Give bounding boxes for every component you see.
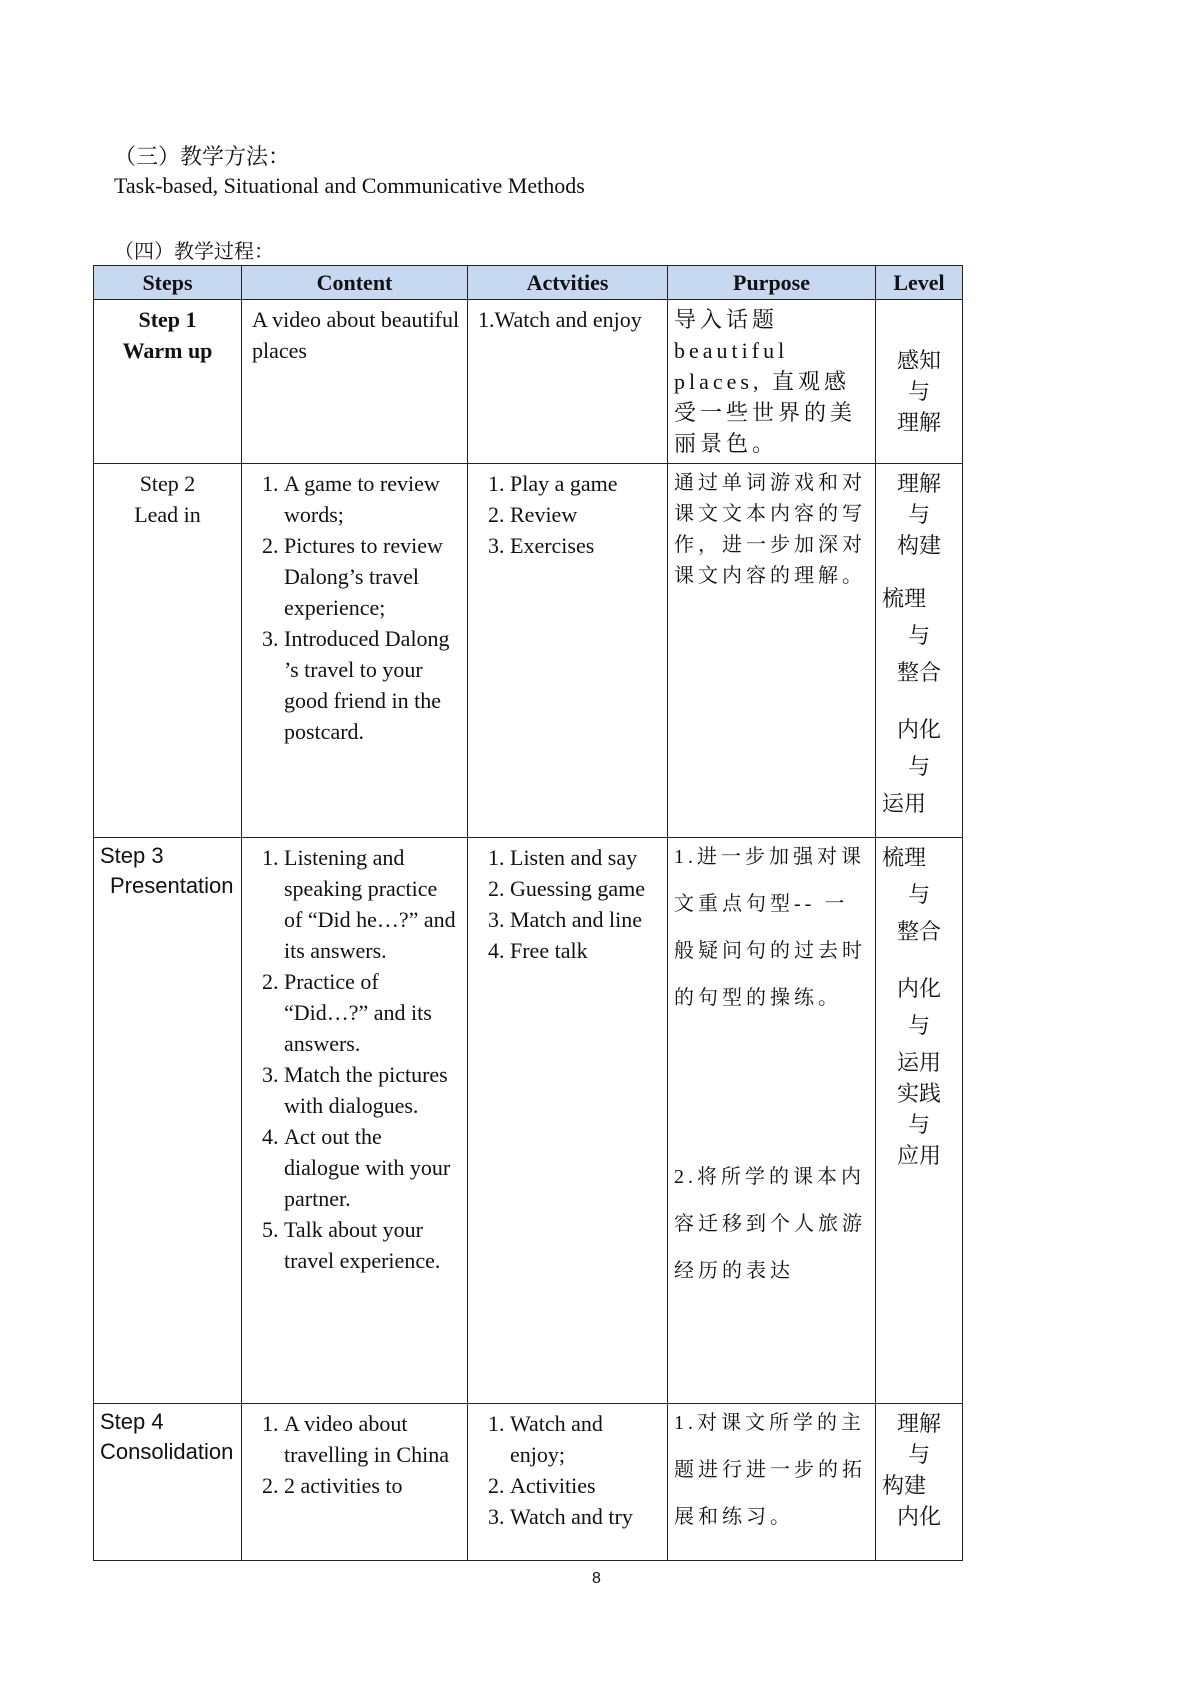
level-line: 与 [907,502,930,527]
level-line: 理解 [896,471,941,496]
level-line: 与 [907,623,930,648]
list-item: 2. 2 activities to [284,1470,461,1501]
step-cell [94,838,242,1404]
level-line: 内化 [896,976,941,1001]
list-item: 2. Practice of “Did…?” and its answers. [284,966,461,1059]
header-level: Level [876,266,963,300]
list-item: 1. A game to review words; [284,468,461,530]
level-line: 梳理 [882,845,927,870]
level-cell [876,464,963,838]
level-line: 与 [907,882,930,907]
teaching-process-table [93,265,963,1561]
list-item: 2. Review [510,499,661,530]
activities-cell [468,464,668,838]
purpose-text: 1.进一步加强对课文重点句型-- 一般疑问句的过去时的句型的操练。 [674,846,866,1009]
step-title: Lead in [134,502,201,527]
list-item: 5. Talk about your travel experience. [284,1214,461,1276]
page-number: 8 [592,1570,601,1587]
list-item: 3. Watch and try [510,1501,661,1532]
level-line: 与 [907,1112,930,1137]
table-row [94,300,963,464]
content-cell [242,464,468,838]
level-line: 感知 [896,348,941,373]
list-item: 4. Free talk [510,935,661,966]
purpose-cell [668,1404,876,1561]
list-item: 1. Listening and speaking practice of “Did he…?” and its answers. [284,842,461,966]
content-list [248,842,461,1276]
list-item: 3. Match and line [510,904,661,935]
level-cell [876,838,963,1404]
step-title: Consolidation [100,1439,234,1464]
list-item: 1. Listen and say [510,842,661,873]
level-line: 整合 [896,660,941,685]
list-item: 2. Guessing game [510,873,661,904]
table-row [94,464,963,838]
teaching-methods-text: Task-based, Situational and Communicative Methods [114,173,585,198]
content-list [248,468,461,747]
level-line: 内化 [896,717,941,742]
list-item: 1. Watch and enjoy; [510,1408,661,1470]
purpose-text: 通过单词游戏和对课文文本内容的写作，进一步加深对课文内容的理解。 [674,472,866,587]
activities-cell [468,1404,668,1561]
level-line: 与 [907,1442,930,1467]
header-content: Content [242,266,468,300]
step-cell [94,464,242,838]
level-line: 梳理 [882,586,927,611]
level-line: 构建 [882,1473,927,1498]
activities-list [474,1408,661,1532]
list-item: 3. Match the pictures with dialogues. [284,1059,461,1121]
level-line: 整合 [896,919,941,944]
content-cell [242,300,468,464]
header-purpose: Purpose [668,266,876,300]
content-cell [242,838,468,1404]
level-line: 运用 [882,791,927,816]
level-line: 应用 [896,1143,941,1168]
header-activities: Actvities [468,266,668,300]
purpose-cell [668,838,876,1404]
activities-cell [468,300,668,464]
purpose-text: 1.对课文所学的主题进行进一步的拓展和练习。 [674,1412,866,1528]
table-header-row [94,266,963,300]
step-title: Warm up [122,338,213,363]
section-4-heading: （四）教学过程： [114,241,274,263]
activities-text: 1.Watch and enjoy [478,307,642,332]
level-cell [876,300,963,464]
level-line: 与 [907,379,930,404]
step-cell [94,300,242,464]
step-title: Presentation [110,873,234,898]
content-cell [242,1404,468,1561]
list-item: 2. Pictures to review Dalong’s travel experience; [284,530,461,623]
level-line: 内化 [896,1504,941,1529]
activities-list [474,842,661,966]
purpose-text: 导入话题 beautiful places, 直观感受一些世界的美丽景色。 [674,307,857,456]
content-list [248,1408,461,1501]
level-line: 运用 [896,1050,941,1075]
level-line: 构建 [896,533,941,558]
level-line: 理解 [896,1411,941,1436]
step-number: Step 2 [139,471,196,496]
step-number: Step 4 [100,1409,164,1434]
step-cell [94,1404,242,1561]
list-item: 4. Act out the dialogue with your partner. [284,1121,461,1214]
list-item: 1. Play a game [510,468,661,499]
step-number: Step 1 [138,307,197,332]
purpose-text: 2.将所学的课本内容迁移到个人旅游经历的表达 [674,1166,866,1282]
activities-cell [468,838,668,1404]
level-line: 与 [907,754,930,779]
section-3-heading: （三）教学方法： [114,144,291,169]
purpose-cell [668,300,876,464]
content-text: A video about beautiful places [252,307,460,363]
table-row [94,1404,963,1561]
activities-list [474,468,661,561]
purpose-cell [668,464,876,838]
list-item: 3. Exercises [510,530,661,561]
level-line: 实践 [896,1081,941,1106]
level-line: 理解 [896,410,941,435]
table-row [94,838,963,1404]
header-steps: Steps [94,266,242,300]
list-item: 1. A video about travelling in China [284,1408,461,1470]
level-cell [876,1404,963,1561]
list-item: 2. Activities [510,1470,661,1501]
list-item: 3. Introduced Dalong ’s travel to your good friend in the postcard. [284,623,461,747]
level-line: 与 [907,1013,930,1038]
step-number: Step 3 [100,843,164,868]
